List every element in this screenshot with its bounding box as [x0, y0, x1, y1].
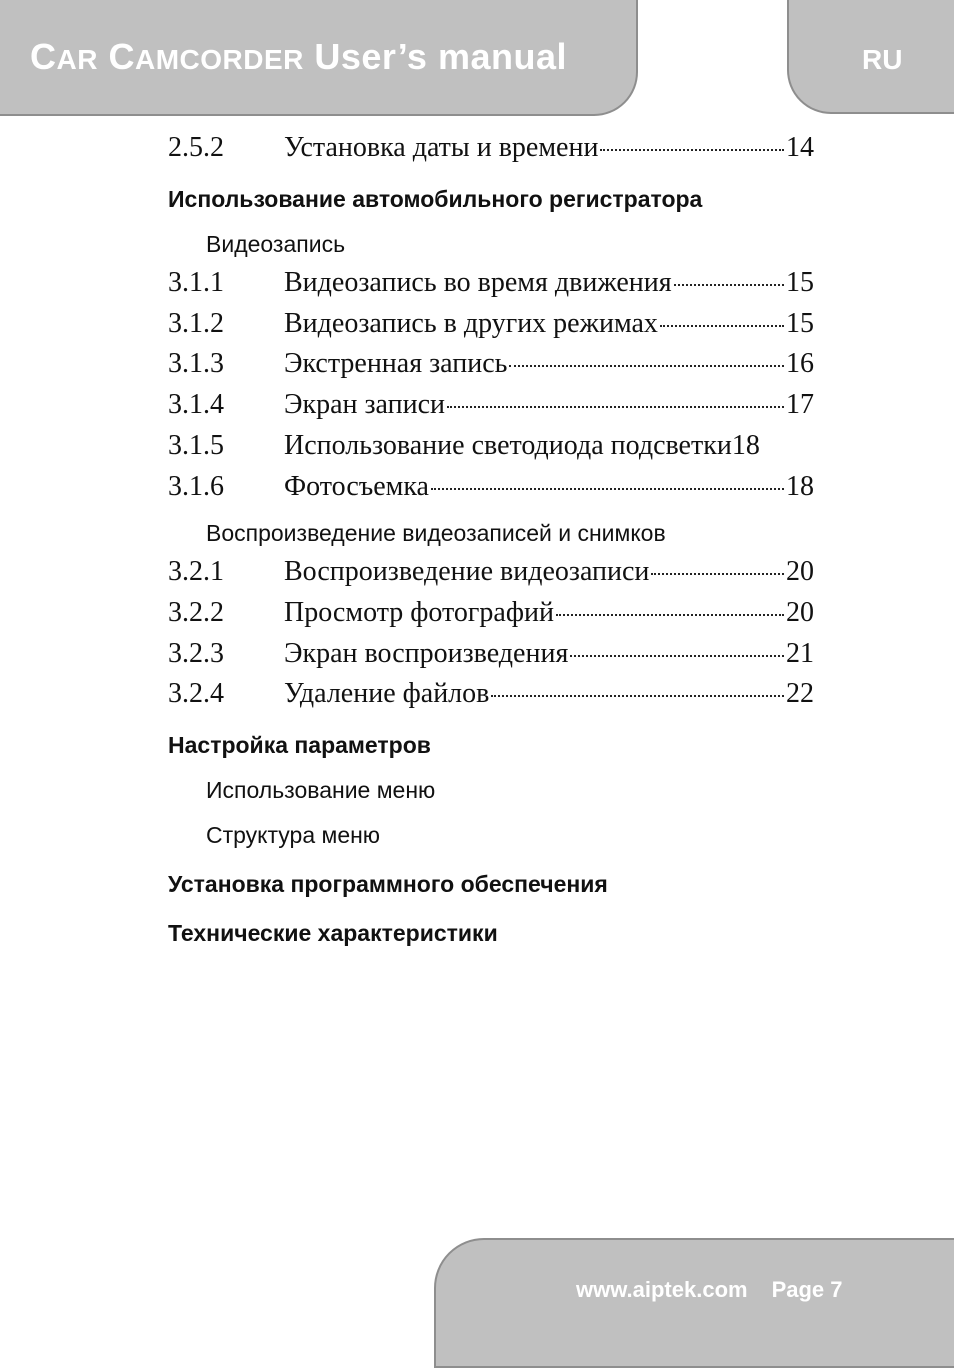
toc-entry-page: 22 [786, 678, 814, 709]
toc-entry-page: 20 [786, 597, 814, 628]
toc-entry-3-1-2[interactable] [168, 306, 814, 342]
toc-entry-page: 16 [786, 348, 814, 379]
toc-entry-number: 3.2.2 [168, 597, 224, 628]
dot-leader [431, 488, 784, 490]
toc-entry-title: Использование светодиода подсветки [284, 430, 732, 461]
toc-entry-3-2-1[interactable] [168, 554, 814, 590]
dot-leader [447, 406, 784, 408]
toc-entry-3-1-3[interactable] [168, 346, 814, 382]
toc-entry-3-1-5[interactable] [168, 428, 814, 464]
toc-entry-3-1-4[interactable] [168, 387, 814, 423]
dot-leader [491, 695, 784, 697]
dot-leader [556, 614, 784, 616]
toc-entry-title: Экстренная запись [284, 348, 508, 379]
toc-entry-number: 3.1.1 [168, 267, 224, 298]
toc-chapter-heading[interactable]: Использование автомобильного регистратора [168, 186, 703, 212]
toc-entry-page: 18 [786, 471, 814, 502]
toc-section-heading[interactable]: Воспроизведение видеозаписей и снимков [206, 520, 666, 546]
manual-title: CAR CAMCORDER User’s manual [30, 36, 567, 77]
toc-entry-title: Видеозапись во время движения [284, 267, 672, 298]
toc-entry-3-1-1[interactable] [168, 265, 814, 301]
toc-entry-number: 3.2.4 [168, 678, 224, 709]
dot-leader [570, 655, 784, 657]
toc-entry-page: 15 [786, 308, 814, 339]
toc-entry-page: 14 [786, 132, 814, 163]
toc-section-heading[interactable]: Видеозапись [206, 231, 346, 257]
toc-entry-number: 3.1.6 [168, 471, 224, 502]
toc-entry-number: 3.1.2 [168, 308, 224, 339]
dot-leader [660, 325, 784, 327]
footer-tab [434, 1238, 954, 1368]
toc-entry-number: 3.1.4 [168, 389, 224, 420]
toc-chapter-heading[interactable]: Настройка параметров [168, 732, 431, 758]
dot-leader [509, 365, 784, 367]
toc-entry-title: Фотосъемка [284, 471, 429, 502]
toc-entry-title: Экран воспроизведения [284, 638, 569, 669]
toc-entry-3-2-4[interactable] [168, 676, 814, 712]
toc-entry-number: 2.5.2 [168, 132, 224, 163]
toc-chapter-heading[interactable]: Установка программного обеспечения [168, 871, 608, 897]
toc-entry-title: Установка даты и времени [284, 132, 599, 163]
toc-entry-title: Экран записи [284, 389, 445, 420]
toc-entry-page: 17 [786, 389, 814, 420]
toc-entry-title: Видеозапись в других режимах [284, 308, 658, 339]
toc-entry-page: 18 [731, 430, 760, 461]
toc-entry-number: 3.1.3 [168, 348, 224, 379]
toc-entry-title: Просмотр фотографий [284, 597, 554, 628]
dot-leader [674, 284, 784, 286]
language-code: RU [862, 44, 903, 75]
toc-entry-page: 15 [786, 267, 814, 298]
dot-leader [600, 149, 784, 151]
toc-entry-title: Воспроизведение видеозаписи [284, 556, 650, 587]
toc-entry-title: Удаление файлов [284, 678, 490, 709]
toc-section-heading[interactable]: Использование меню [206, 777, 436, 803]
toc-chapter-heading[interactable]: Технические характеристики [168, 920, 498, 946]
toc-entry-page: 20 [786, 556, 814, 587]
toc-entry-number: 3.2.3 [168, 638, 224, 669]
toc-entry-number: 3.1.5 [168, 430, 224, 461]
toc-entry-number: 3.2.1 [168, 556, 224, 587]
dot-leader [651, 573, 784, 575]
toc-entry-3-2-2[interactable] [168, 595, 814, 631]
toc-entry-page: 21 [786, 638, 814, 669]
footer-info [576, 1277, 843, 1303]
toc-entry-3-2-3[interactable] [168, 636, 814, 672]
toc-entry-3-1-6[interactable] [168, 469, 814, 505]
page-number: Page 7 [771, 1277, 843, 1302]
toc-section-heading[interactable]: Структура меню [206, 822, 381, 848]
toc-entry-2-5-2[interactable] [168, 130, 814, 166]
website-link[interactable]: www.aiptek.com [576, 1277, 748, 1302]
